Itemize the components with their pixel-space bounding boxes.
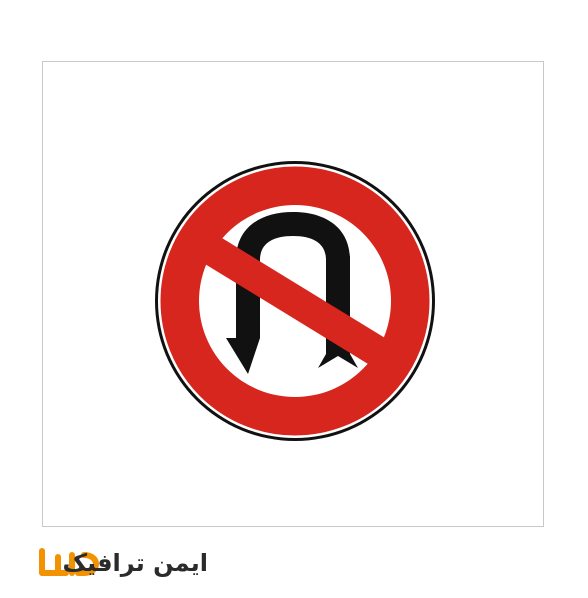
brand-logo (34, 543, 210, 585)
no-u-turn-sign (154, 160, 436, 442)
brand-logo-graphic (34, 543, 210, 585)
no-u-turn-sign-graphic (154, 160, 436, 442)
brand-logo-text: ایمن ترافیک (62, 549, 208, 577)
